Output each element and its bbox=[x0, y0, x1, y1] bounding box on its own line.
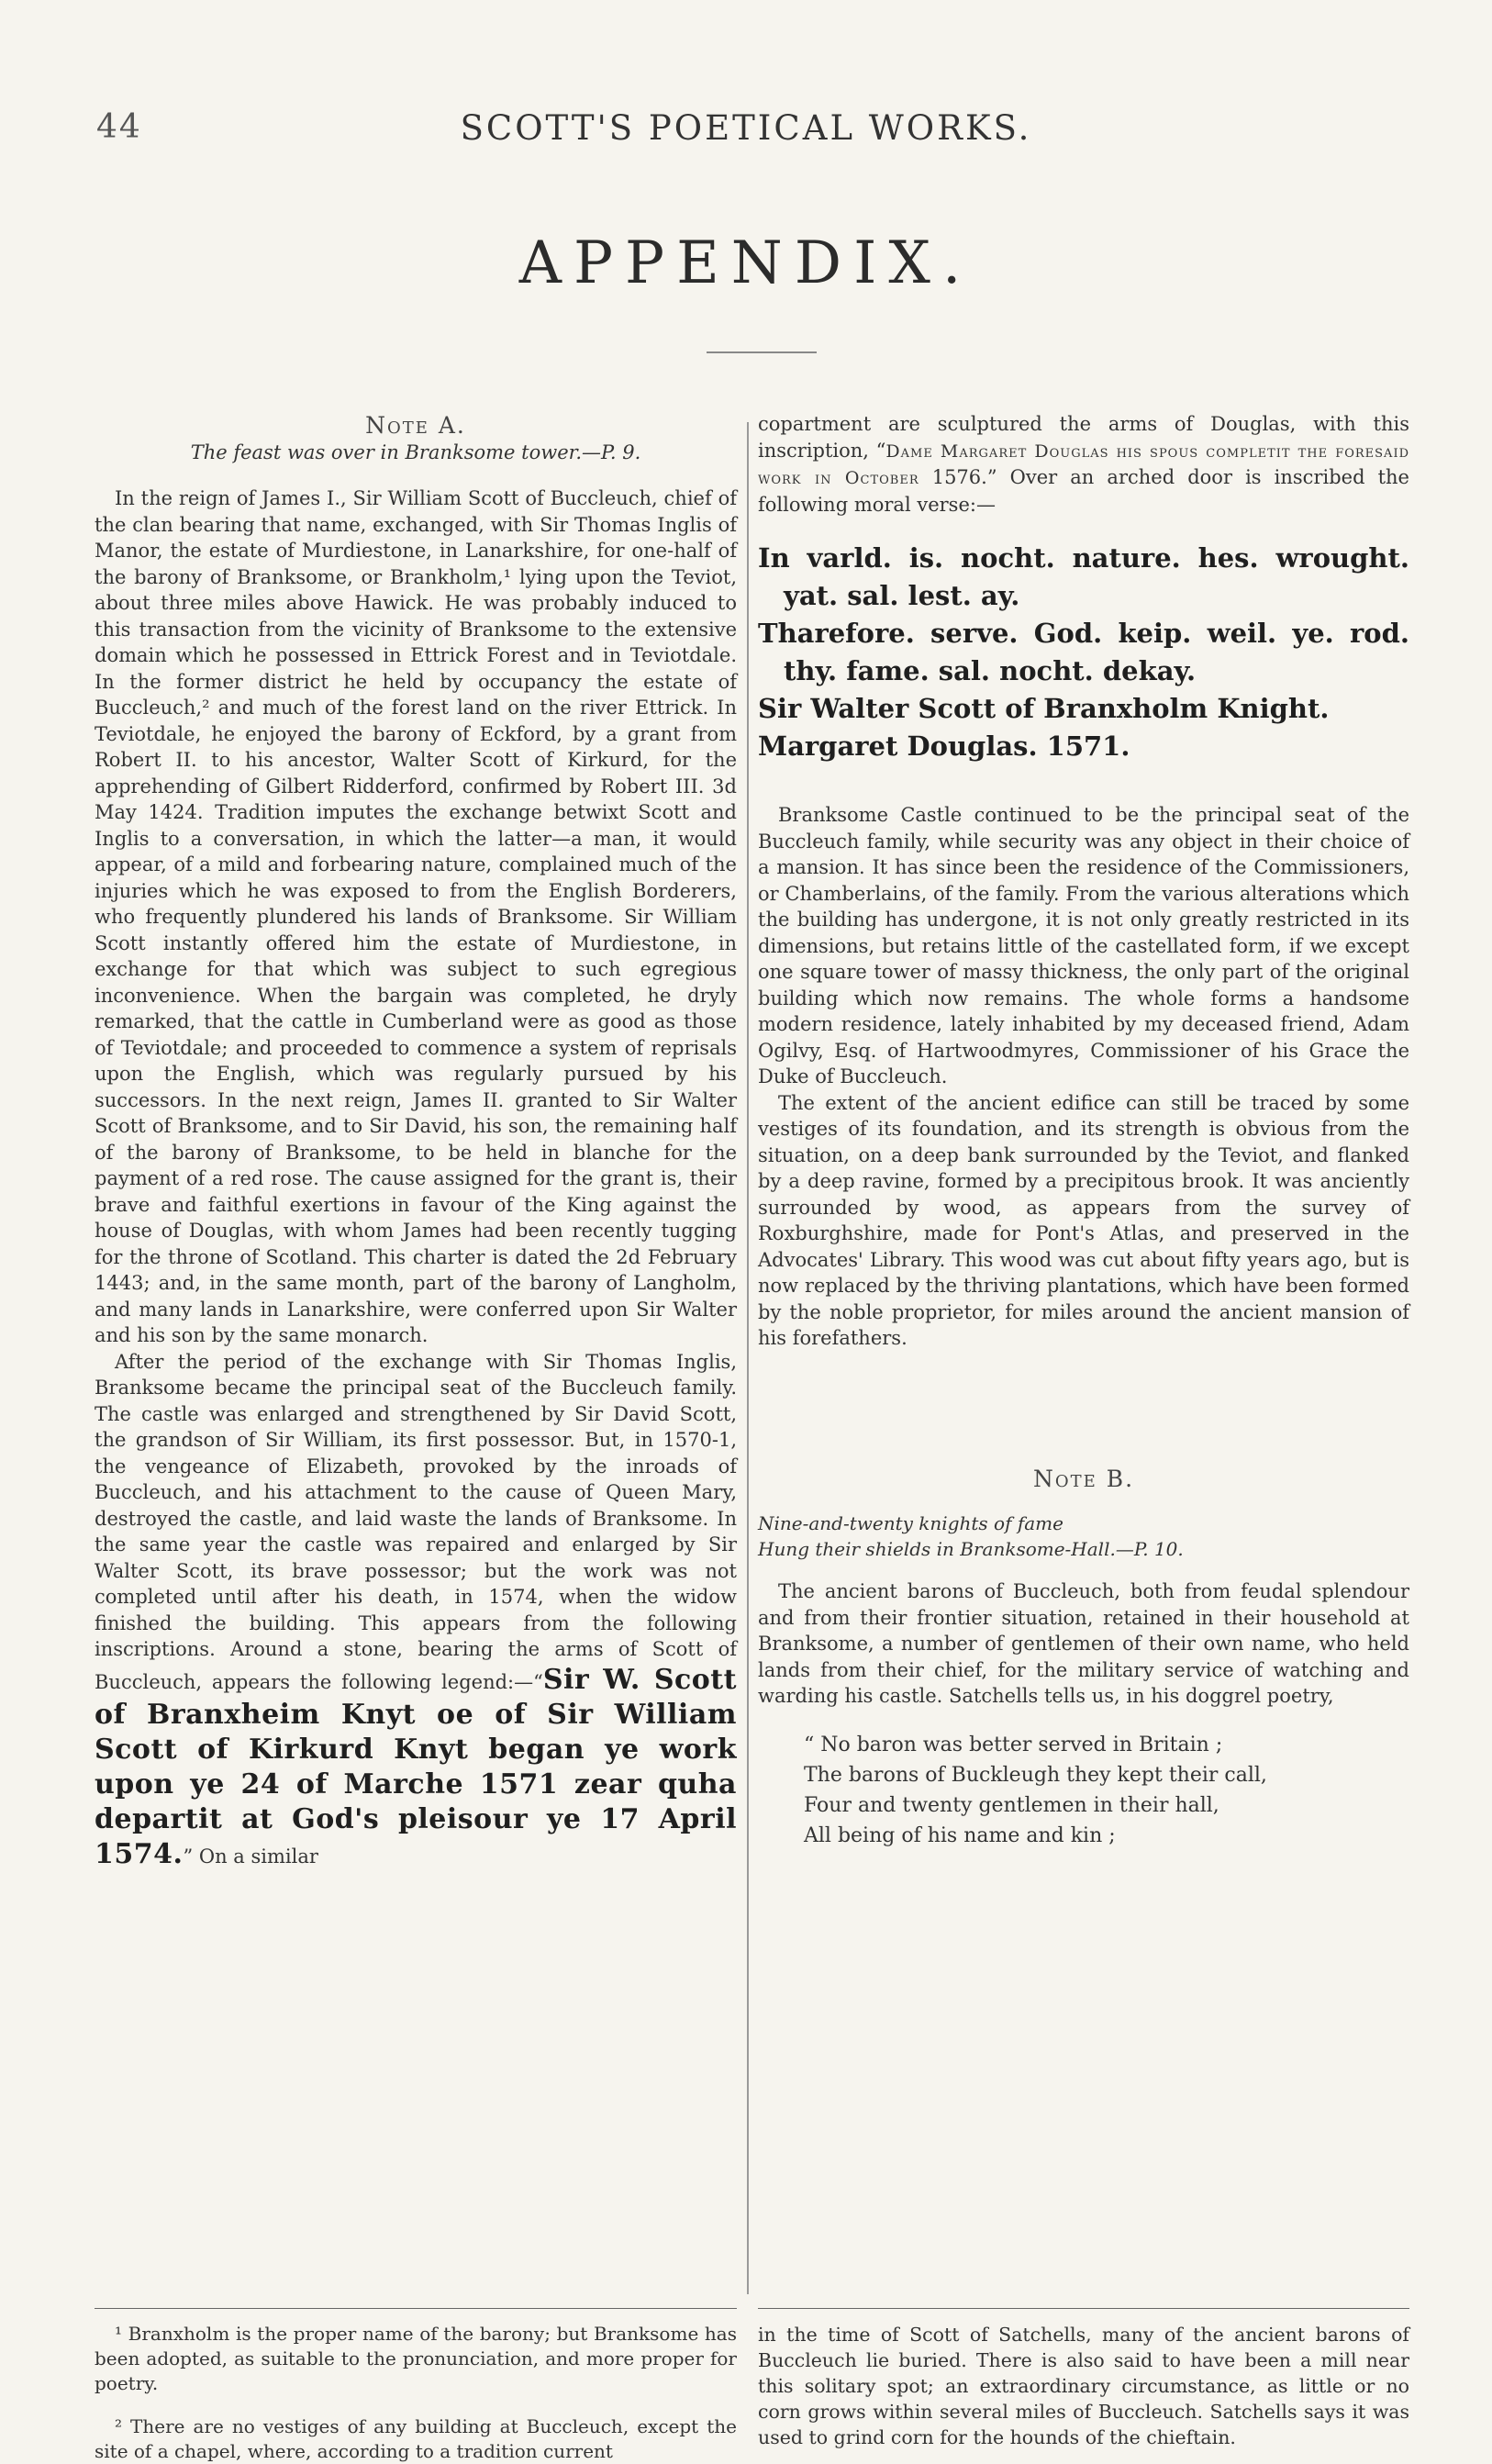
paragraph-3-end: 1576.” Over an arched door is inscribed the following moral verse:— bbox=[758, 466, 1409, 516]
note-a-heading: Note A. bbox=[365, 412, 466, 439]
right-column bbox=[758, 411, 1409, 1871]
footnotes bbox=[95, 2322, 737, 2464]
footnote-2: ² There are no vestiges of any building at Buccleuch, except the site of a chapel, where, according to a tradition current bbox=[95, 2415, 737, 2462]
paragraph-2-end: ” On a similar bbox=[183, 1845, 318, 1868]
note-b-paragraph-1: The ancient barons of Buccleuch, both from feudal splendour and from their frontier situation, retained in their household at Branksome, a number of gentlemen of their own name, who held lands from their chief, for the military service of watching and warding his castle. Satchells tells us, in his doggrel poetry, bbox=[758, 1580, 1409, 1707]
note-b-continuation bbox=[758, 2322, 1409, 2450]
note-a-paragraph-4: Branksome Castle continued to be the principal seat of the Buccleuch family, while security was any object in their choice of a mansion. It has since been the residence of the Commissioners, or Chamberlains, of the family. From the various alterations which the building has undergone, it is not only greatly restricted in its dimensions, but retains little of the castellated form, if we except one square tower of massy thickness, the only part of the original building which now remains. The whole forms a handsome modern residence, lately inhabited by my deceased friend, Adam Ogilvy, Esq. of Hartwoodmyres, Commissioner of his Grace the Duke of Buccleuch. bbox=[758, 804, 1409, 1087]
note-b-caption-line-2: Hung their shields in Branksome-Hall.—P. 10. bbox=[758, 1538, 1184, 1560]
verse-line: Four and twenty gentlemen in their hall, bbox=[804, 1793, 1219, 1817]
note-a-paragraph-2 bbox=[95, 1349, 737, 1872]
blackletter-verse bbox=[758, 540, 1409, 765]
page-number: 44 bbox=[96, 108, 142, 146]
note-a-paragraph-5: The extent of the ancient edifice can still be traced by some vestiges of its foundation, and its strength is obvious from the situation, on a deep bank surrounded by the Teviot, and flanked by a deep ravine, formed by a precipitous brook. It was anciently surrounded by wood, as appears from the survey of Roxburghshire, made for Pont's Atlas, and preserved in the Advocates' Library. This wood was cut about fifty years ago, but is now replaced by the thriving plantations, which have been formed by the noble proprietor, for miles around the ancient mansion of his forefathers. bbox=[758, 1091, 1409, 1349]
verse-line: Sir Walter Scott of Branxholm Knight. bbox=[758, 693, 1330, 724]
verse-line: “ No baron was better served in Britain ; bbox=[804, 1733, 1223, 1756]
note-b-caption-line-1: Nine-and-twenty knights of fame bbox=[758, 1512, 1063, 1534]
note-a-paragraph-1: In the reign of James I., Sir William Scott of Buccleuch, chief of the clan bearing that name, exchanged, with Sir Thomas Inglis of Manor, the estate of Murdiestone, in Lanarkshire, for one-half of the barony of Branksome, or Brankholm,¹ lying upon the Teviot, about three miles above Hawick. He was probably induced to this transaction from the vicinity of Branksome to the extensive domain which he possessed in Ettrick Forest and in Teviotdale. In the former district he held by occupancy the estate of Buccleuch,² and much of the forest land on the river Ettrick. In Teviotdale, he enjoyed the barony of Eckford, by a grant from Robert II. to his ancestor, Walter Scott of Kirkurd, for the apprehending of Gilbert Ridderford, confirmed by Robert III. 3d May 1424. Tradition imputes the exchange betwixt Scott and Inglis to a conversation, in which the latter—a man, it would appear, of a mild and forbearing nature, complained much of the injuries which he was exposed to from the English Borderers, who frequently plundered his lands of Branksome. Sir William Scott instantly offered him the estate of Murdiestone, in exchange for that which was subject to such egregious inconvenience. When the bargain was completed, he dryly remarked, that the cattle in Cumberland were as good as those of Teviotdale; and proceeded to commence a system of reprisals upon the English, which was regularly pursued by his successors. In the next reign, James II. granted to Sir Walter Scott of Branksome, and to Sir David, his son, the remaining half of the barony of Branksome, to be held in blanche for the payment of a red rose. The cause assigned for the grant is, their brave and faithful exertions in favour of the King against the house of Douglas, with whom James had been recently tugging for the throne of Scotland. This charter is dated the 2d February 1443; and, in the same month, part of the barony of Langholm, and many lands in Lanarkshire, were conferred upon Sir Walter and his son by the same monarch. bbox=[95, 487, 737, 1346]
paragraph-2-text: After the period of the exchange with Sir Thomas Inglis, Branksome became the principal seat of the Buccleuch family. The castle was enlarged and strengthened by Sir David Scott, the grandson of Sir William, its first possessor. But, in 1570-1, the vengeance of Elizabeth, provoked by the inroads of Buccleuch, and his attachment to the cause of Queen Mary, destroyed the castle, and laid waste the lands of Branksome. In the same year the castle was repaired and enlarged by Sir Walter Scott, its brave possessor; but the work was not completed until after his death, in 1574, when the widow finished the building. This appears from the following inscriptions. Around a stone, bearing the arms of Scott of Buccleuch, appears the following legend:—“ bbox=[95, 1350, 737, 1693]
appendix-title: APPENDIX. bbox=[518, 229, 974, 297]
verse-line: All being of his name and kin ; bbox=[804, 1823, 1116, 1847]
note-b-heading: Note B. bbox=[1032, 1465, 1135, 1492]
blackletter-inscription: Sir W. Scott of Branxheim Knyt oe of Sir William Scott of Kirkurd Knyt began ye work upon ye 24 of Marche 1571 zear quha departit at God's pleisour ye 17 April 1574. bbox=[95, 1663, 737, 1870]
satchells-verse bbox=[804, 1730, 1409, 1851]
left-column bbox=[95, 413, 737, 1872]
note-a-paragraph-3 bbox=[758, 411, 1409, 518]
column-divider bbox=[747, 422, 749, 2294]
verse-line: Tharefore. serve. God. keip. weil. ye. rod. thy. fame. sal. nocht. dekay. bbox=[758, 618, 1409, 686]
right-bottom-rule bbox=[758, 2308, 1409, 2309]
note-b-paragraph-2: in the time of Scott of Satchells, many of the ancient barons of Buccleuch lie buried. There is also said to have been a mill near this solitary spot; an extraordinary circumstance, as little or no corn grows within several miles of Buccleuch. Satchells says it was used to grind corn for the hounds of the chieftain. bbox=[758, 2324, 1409, 2448]
note-a-caption: The feast was over in Branksome tower.—P. 9. bbox=[190, 440, 641, 463]
verse-line: In varld. is. nocht. nature. hes. wrought. yat. sal. lest. ay. bbox=[758, 542, 1409, 611]
footnote-rule bbox=[95, 2308, 737, 2309]
smallcaps-inscription: Dame Margaret Douglas his spous completit the foresaid work in October bbox=[758, 440, 1409, 488]
verse-line: Margaret Douglas. 1571. bbox=[758, 730, 1130, 762]
title-rule bbox=[707, 351, 817, 353]
paragraph-3-start: copartment are sculptured the arms of Douglas, with this inscription, “ bbox=[758, 413, 1409, 462]
running-title: SCOTT'S POETICAL WORKS. bbox=[460, 108, 1032, 148]
verse-line: The barons of Buckleugh they kept their call, bbox=[804, 1763, 1267, 1787]
footnote-1: ¹ Branxholm is the proper name of the barony; but Branksome has been adopted, as suitable to the pronunciation, and more proper for poetry. bbox=[95, 2323, 737, 2394]
